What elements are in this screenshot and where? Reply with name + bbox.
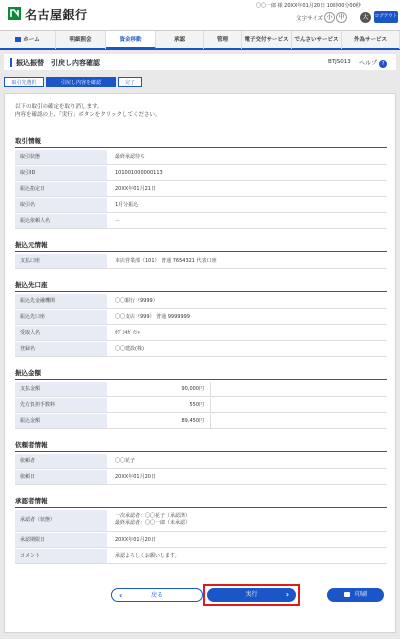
step-confirm: 引戻し内容を確認: [46, 77, 116, 87]
table-row: [15, 398, 387, 413]
row-value: 承認よろしくお願いします。: [115, 553, 180, 559]
nav-approval[interactable]: 承認: [156, 31, 204, 49]
row-value: 20XX年01月21日: [115, 186, 156, 192]
section-divider: [15, 251, 387, 252]
nav-management[interactable]: 管理: [204, 31, 242, 49]
row-label: 依頼日: [15, 470, 107, 484]
title-accent: [10, 58, 12, 67]
row-value: 89,450円: [107, 414, 211, 428]
section-divider: [15, 291, 387, 292]
table-row: [15, 510, 387, 532]
table-row: [15, 198, 387, 213]
table-row: [15, 166, 387, 181]
row-value: 本店営業部（101） 普通 7654321 代表口座: [115, 258, 217, 264]
execute-button[interactable]: 実行 ›: [207, 588, 296, 602]
row-label: 振込依頼人名: [15, 214, 107, 228]
row-value: 最終承認待ち: [115, 154, 146, 160]
section-title-transaction: 取引情報: [15, 137, 41, 145]
table-row: [15, 214, 387, 229]
chevron-left-icon: ‹: [119, 591, 123, 600]
font-size-small-button[interactable]: 小: [324, 12, 335, 23]
print-button[interactable]: 印刷: [327, 588, 384, 602]
font-size-medium-button[interactable]: 中: [336, 12, 347, 23]
main-panel: [4, 93, 396, 633]
global-nav: [0, 30, 400, 50]
row-label: 登録名: [15, 342, 107, 356]
table-row: [15, 533, 387, 548]
row-label: 支払金額: [15, 382, 107, 396]
row-value: 〇〇建設(株): [115, 346, 144, 352]
table-row: [15, 326, 387, 341]
table-row: [15, 549, 387, 564]
bank-name: 名古屋銀行: [25, 8, 88, 22]
printer-icon: [344, 592, 350, 597]
row-value: 550円: [107, 398, 211, 412]
font-size-label: 文字サイズ: [296, 16, 324, 22]
row-label: 承認期限日: [15, 533, 107, 547]
row-label: 受取人名: [15, 326, 107, 340]
step-complete: 完了: [118, 77, 142, 87]
row-label: 振込指定日: [15, 182, 107, 196]
intro-text: 以下の取引の確定を取り消します。 内容を確認の上、「実行」ボタンをクリックしてください。: [15, 104, 161, 118]
chevron-right-icon: ›: [285, 590, 289, 599]
row-value: －: [115, 218, 121, 224]
row-label: 依頼者: [15, 454, 107, 468]
row-label: 取引名: [15, 198, 107, 212]
row-label: 取引ID: [15, 166, 107, 180]
font-size-large-button[interactable]: 大: [360, 12, 371, 23]
row-value: 〇〇支店（999） 普通 9999999: [115, 314, 190, 320]
table-row: [15, 310, 387, 325]
row-value: 20XX年01月20日: [115, 474, 156, 480]
nav-forex[interactable]: 外為サービス: [342, 31, 400, 49]
row-value: ｶﾌﾞｼｷｶﾞｲｼｬ: [115, 330, 141, 336]
table-row: [15, 294, 387, 309]
row-label: 取引状態: [15, 150, 107, 164]
screen-id: BTJS013: [328, 59, 351, 65]
nav-fund-transfer[interactable]: 資金移動: [106, 31, 156, 49]
section-title-destination: 振込先口座: [15, 281, 48, 289]
table-row: [15, 182, 387, 197]
table-row: [15, 342, 387, 357]
nav-home[interactable]: ホーム: [0, 31, 56, 49]
row-value: 一次承認者：〇〇花子（承認済） 最終承認者：〇〇一郎（未承認）: [115, 513, 191, 526]
user-info: 〇〇一郎 様 20XX年01月20日 10時00分00秒: [256, 3, 361, 9]
table-row: [15, 150, 387, 165]
back-button[interactable]: ‹ 戻る: [111, 588, 203, 602]
nav-densai[interactable]: でんさいサービス: [292, 31, 342, 49]
table-row: [15, 470, 387, 485]
header: [0, 0, 400, 30]
row-label: 振込先口座: [15, 310, 107, 324]
row-label: 振込先金融機関: [15, 294, 107, 308]
home-icon: [15, 37, 21, 42]
section-divider: [15, 379, 387, 380]
row-label: 承認者（状態）: [15, 510, 107, 531]
row-label: 振込金額: [15, 414, 107, 428]
table-row: [15, 414, 387, 429]
row-value: 90,000円: [107, 382, 211, 396]
nav-e-delivery[interactable]: 電子交付サービス: [242, 31, 292, 49]
page-title-bar: [4, 54, 396, 70]
bank-logo-icon: [8, 7, 21, 20]
section-title-amount: 振込金額: [15, 369, 41, 377]
help-icon: ?: [379, 60, 387, 68]
section-divider: [15, 147, 387, 148]
section-divider: [15, 451, 387, 452]
row-value: 20XX年01月20日: [115, 537, 156, 543]
nav-statements[interactable]: 明細照会: [56, 31, 106, 49]
step-select: 取引先選択: [4, 77, 44, 87]
section-title-source: 振込元情報: [15, 241, 48, 249]
row-value: 〇〇銀行（9999）: [115, 298, 158, 304]
help-link[interactable]: ヘルプ ?: [359, 58, 387, 68]
row-value: 〇〇花子: [115, 458, 136, 464]
row-value: 101001000000113: [115, 170, 163, 176]
row-value: 1月分振込: [115, 202, 139, 208]
row-label: 支払口座: [15, 254, 107, 268]
table-row: [15, 254, 387, 269]
section-title-requester: 依頼者情報: [15, 441, 48, 449]
section-divider: [15, 507, 387, 508]
table-row: [15, 382, 387, 397]
page-title: 振込振替 引戻し内容確認: [16, 59, 100, 67]
row-label: コメント: [15, 549, 107, 563]
row-label: 先方負担手数料: [15, 398, 107, 412]
logout-button[interactable]: ログアウト: [374, 11, 398, 23]
table-row: [15, 454, 387, 469]
section-title-approver: 承認者情報: [15, 497, 48, 505]
